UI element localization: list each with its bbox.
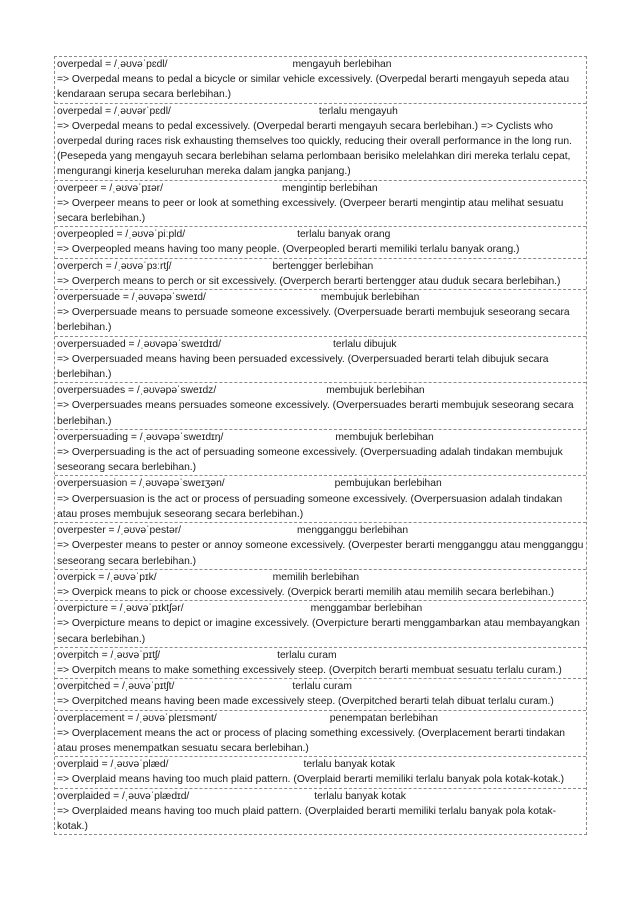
entry-overpersuading xyxy=(55,429,586,476)
entry-overpick xyxy=(55,569,586,600)
entry-word: overpersuasion = /ˌəʊvəpəˈsweɪʒən/ xyxy=(57,478,225,490)
entry-word: overpersuades = /ˌəʊvəpəˈsweɪdz/ xyxy=(57,385,217,397)
entry-meaning: membujuk berlebihan xyxy=(326,385,425,397)
entry-description: => Overpersuades means persuades someone excessively. (Overpersuades berarti membujuk seseorang secara berlebihan.) xyxy=(57,400,574,427)
entry-description: => Overperch means to perch or sit excessively. (Overperch berarti bertengger atau duduk secara berlebihan.) xyxy=(57,275,561,287)
entry-description: => Overpitch means to make something excessively steep. (Overpitch berarti membuat sesuatu terlalu curam.) xyxy=(57,664,562,676)
entry-word: overpedal = /ˌəʊvəˈpɛdl/ xyxy=(57,59,168,70)
entry-meaning: bertengger berlebihan xyxy=(272,260,374,272)
entry-meaning: menggambar berlebihan xyxy=(310,603,423,615)
entry-word: overplaid = /ˌəʊvəˈplæd/ xyxy=(57,759,169,771)
entry-description: => Overpersuaded means having been persuaded excessively. (Overpersuaded berarti telah dibujuk secara berlebihan.) xyxy=(57,353,549,381)
entry-word: overpeer = /ˌəʊvəˈpɪər/ xyxy=(57,182,163,194)
entry-overpersuade xyxy=(55,289,586,336)
entry-word: overpicture = /ˌəʊvəˈpɪktʃər/ xyxy=(57,603,184,615)
entry-word: overpersuading = /ˌəʊvəpəˈsweɪdɪŋ/ xyxy=(57,431,224,443)
entry-word: overpitch = /ˌəʊvəˈpɪtʃ/ xyxy=(57,649,161,661)
entry-meaning: mengintip berlebihan xyxy=(281,182,378,194)
entry-description: => Overpersuade means to persuade someone excessively. (Overpersuade berarti membujuk seseorang secara berlebihan.) xyxy=(57,307,570,334)
entry-overpeopled xyxy=(55,226,586,257)
entry-meaning: terlalu banyak kotak xyxy=(314,790,406,802)
entry-description: => Overpester means to pester or annoy someone excessively. (Overpester berarti mengganggu atau mengganggu seseorang secara berlebihan.) xyxy=(57,540,584,567)
entry-description: => Overpeer means to peer or look at something excessively. (Overpeer berarti mengintip atau melihat sesuatu secara berlebihan.) xyxy=(57,197,564,225)
entry-description: => Overpersuading is the act of persuading someone excessively. (Overpersuading adalah tindakan membujuk seseorang secara berlebihan.) xyxy=(57,447,563,474)
entry-word: overpitched = /ˌəʊvəˈpɪtʃt/ xyxy=(57,681,175,693)
entry-word: overpick = /ˌəʊvəˈpɪk/ xyxy=(57,571,157,583)
entry-word: overplaided = /ˌəʊvəˈplædɪd/ xyxy=(57,790,190,802)
entry-meaning: penempatan berlebihan xyxy=(329,712,438,724)
entry-word: overpersuaded = /ˌəʊvəpəˈsweɪdɪd/ xyxy=(57,338,222,350)
entry-overpicture xyxy=(55,600,586,647)
entry-overpersuaded xyxy=(55,336,586,383)
entry-meaning: terlalu banyak kotak xyxy=(303,759,396,771)
entry-description: => Overpedal means to pedal excessively. (Overpedal berarti mengayuh secara berlebihan.) => Cyclists who overpedal during races risk exhausting themselves too quickly, reducing their overall performance in the long run. (Pesepeda yang mengayuh secara berlebihan selama perlombaan berisiko melelahkan diri mereka terlalu cepat, mengurangi kinerja keseluruhan mereka dalam jangka panjang.) xyxy=(57,120,572,178)
entry-overplaid xyxy=(55,756,586,787)
entry-description: => Overpick means to pick or choose excessively. (Overpick berarti memilih atau memilih secara berlebihan.) xyxy=(57,586,555,598)
entry-description: => Overpeopled means having too many people. (Overpeopled berarti memiliki terlalu banyak orang.) xyxy=(57,244,520,256)
entry-overpersuasion xyxy=(55,475,586,522)
entry-description: => Overplaided means having too much plaid pattern. (Overplaided berarti memiliki terlalu banyak pola kotak-kotak.) xyxy=(57,805,557,832)
entry-description: => Overplaid means having too much plaid pattern. (Overplaid berarti memiliki terlalu banyak pola kotak-kotak.) xyxy=(57,774,565,786)
entry-meaning: terlalu curam xyxy=(277,649,337,661)
entry-overplaided xyxy=(55,788,586,835)
entry-meaning: membujuk berlebihan xyxy=(320,292,420,304)
entry-word: overpeopled = /ˌəʊvəˈpiːpld/ xyxy=(57,229,186,241)
entry-overpersuades xyxy=(55,382,586,429)
entry-overplacement xyxy=(55,710,586,757)
entry-overpeer xyxy=(55,180,586,227)
entry-meaning: terlalu dibujuk xyxy=(333,338,397,350)
dictionary-page xyxy=(54,56,587,835)
entry-overpedal-2 xyxy=(55,103,586,180)
entry-overpester xyxy=(55,522,586,569)
entry-description: => Overpersuasion is the act or process of persuading someone excessively. (Overpersuasion adalah tindakan atau proses membujuk seseorang secara berlebihan.) xyxy=(57,493,563,520)
entry-description: => Overplacement means the act or process of placing something excessively. (Overplacement berarti tindakan atau proses menempatkan sesuatu secara berlebihan.) xyxy=(57,727,566,754)
entry-word: overplacement = /ˌəʊvəˈpleɪsmənt/ xyxy=(57,712,217,724)
entry-meaning: membujuk berlebihan xyxy=(335,431,434,443)
entry-meaning: terlalu curam xyxy=(292,681,352,693)
entry-description: => Overpicture means to depict or imagine excessively. (Overpicture berarti menggambarkan atau membayangkan secara berlebihan.) xyxy=(57,618,580,645)
entry-description: => Overpedal means to pedal a bicycle or similar vehicle excessively. (Overpedal berarti mengayuh sepeda atau kendaraan serupa secara berlebihan.) xyxy=(57,74,570,101)
entry-word: overpedal = /ˌəʊvərˈpɛdl/ xyxy=(57,105,171,117)
entry-meaning: terlalu banyak orang xyxy=(297,229,391,241)
entry-meaning: terlalu mengayuh xyxy=(318,105,398,117)
entry-meaning: mengayuh berlebihan xyxy=(292,59,392,70)
entry-overpitch xyxy=(55,647,586,678)
entry-word: overpersuade = /ˌəʊvəpəˈsweɪd/ xyxy=(57,292,206,304)
entry-meaning: pembujukan berlebihan xyxy=(334,478,442,490)
entry-description: => Overpitched means having been made excessively steep. (Overpitched berarti telah dibuat terlalu curam.) xyxy=(57,696,554,708)
entry-word: overpester = /ˌəʊvəˈpestər/ xyxy=(57,525,182,537)
entry-word: overperch = /ˌəʊvəˈpɜːrtʃ/ xyxy=(57,260,172,272)
entry-meaning: memilih berlebihan xyxy=(272,571,360,583)
entry-overpedal xyxy=(55,57,586,103)
entry-overperch xyxy=(55,258,586,289)
entry-meaning: mengganggu berlebihan xyxy=(297,525,409,537)
entry-overpitched xyxy=(55,678,586,709)
